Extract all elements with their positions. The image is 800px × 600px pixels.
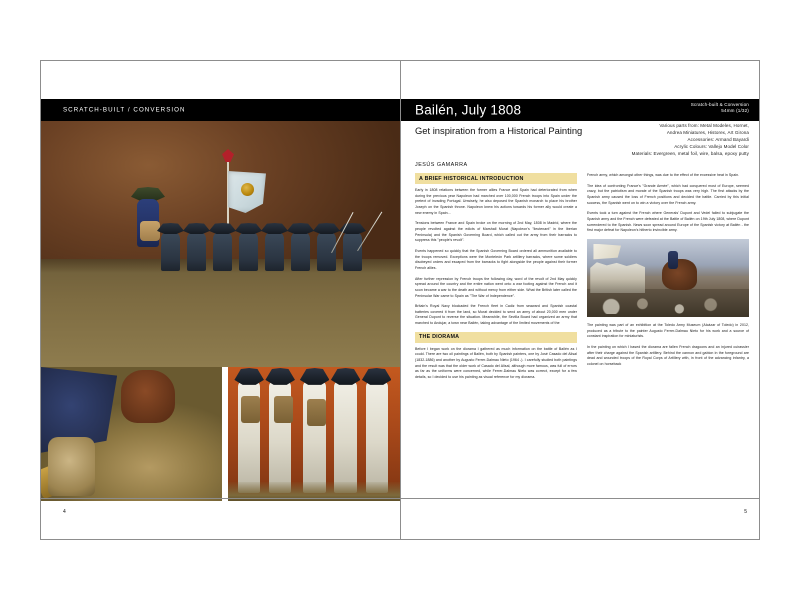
photo-white-coat-infantry <box>228 367 400 501</box>
historical-painting-image <box>587 239 749 317</box>
credits-parts: Various parts from: Metal Modeles, Hornet, <box>659 123 749 128</box>
paragraph: The idea of confronting France's "Grande Armée", which had conquered most of Europe, seemed crazy, but the patriotism and morale of the Spanish troops was very high. The first attacks by the Spanish army caused the loss of French positions and decided the battle. Carried by this initial success, the Spanish went on to win a victory over the French army. <box>587 183 749 205</box>
paragraph: After further repression by French troops the following day, word of the revolt of 2nd May quickly spread around the country and the entire nation went onto a war footing against the French and it soon became a war to the death and without mercy from either side. What the British later called the Peninsular War came to Spain as "The War of Independence". <box>415 276 577 298</box>
soldier-rank-shapes <box>161 225 371 271</box>
hero-diorama-photo <box>41 121 400 367</box>
section-header-intro-label: A BRIEF HISTORICAL INTRODUCTION <box>419 175 524 182</box>
technique-line: Scratch-built & Conversion <box>690 102 749 107</box>
section-header-diorama-label: THE DIORAMA <box>419 334 460 341</box>
article-subtitle: Get inspiration from a Historical Painting <box>415 125 583 136</box>
right-page <box>401 61 759 539</box>
painting-rider <box>668 251 678 268</box>
flag-crest-shape <box>241 183 254 196</box>
category-label: SCRATCH-BUILT / CONVERSION <box>63 106 186 114</box>
painting-debris <box>597 297 740 314</box>
author-byline: JESÚS GAMARRA <box>415 162 468 168</box>
paragraph: Events took a turn against the French where Generals' Dupont and Vedel failed to subjugate the Spanish army and the French were defeated at the Battle of Bailén on 19th July 1808, where Dupont surrendered to the Spanish. News soon spread around Europe of the Spanish victory at Bailén - the first major defeat for Napoleon's hitherto invincible army. <box>587 211 749 233</box>
credits-parts-2: Andrea Miniatures, Historex, Art Girona <box>666 129 749 135</box>
paragraph: Tensions between France and Spain broke on the morning of 2nd May, 1808 in Madrid, where the people revolted against the edicts of Marshall Murat (Napoleon's "lieutenant" in the Iberian Peninsula) and the Spanish Governing Board, which called out the army from their barracks to suppress this "people's revolt". <box>415 221 577 243</box>
spread <box>40 60 760 540</box>
painting-horse <box>662 259 698 290</box>
cannon-shape <box>41 457 81 499</box>
technique-spec <box>691 102 749 114</box>
painting-infantry <box>590 262 645 293</box>
paragraph: Before I began work on the diorama I gathered as much information on the battle of Bailén as I could. There are two oil paintings of Bailén, both by Spanish painters, one by José Casado del Alisal (1832-1886) and another by Augusto Ferrer-Dalmau Nieto (1964 -). I carefully studied both paintings and the result was that the older work of Casado del Alisal, although more famous, was full of errors as far as the uniforms were concerned, while Ferrer-Dalmau Nieto was correct, except for a few details, so I decided to use his painting as visual reference for my diorama. <box>415 346 577 380</box>
section-header-diorama <box>415 332 577 343</box>
column-right <box>587 173 749 386</box>
credits-materials: Materials: Evergreen, metal foil, wire, balsa, epoxy putty <box>631 150 749 156</box>
paragraph: In the painting on which I based the diorama are fallen French dragoons and an injured cuirassier after their charge against the Spanish artillery. Behind the cannon and gabion in the foreground are dead and wounded troops of the Royal Corps of Artillery with, in front of the advancing infantry, a colonel on horseback <box>587 344 749 366</box>
title-bar <box>401 99 759 121</box>
flag-tassel-shape <box>222 149 234 162</box>
paragraph: The painting was part of an exhibition at the Toledo Army Museum (Alcázar of Toledo) in 2012, produced as a tribute to the painter Augusto Ferrer-Dalmau Nieto for his work and a source of constant inspiration for miniaturists. <box>587 322 749 339</box>
hero-ground <box>41 259 400 367</box>
paragraph: Early in 1808 relations between the former allies France and Spain had deteriorated from when during the previous year Napoleon had marched over 100,000 French troops into Spain under the pretext of invading Portugal. Unwisely, he also deposed the Spanish monarch to place his brother Joseph on the Spanish throne. Napoleon knew his actions towards his former ally would create a new enemy in Spain... <box>415 188 577 215</box>
paragraph: Events happened so quickly that the Spanish Governing Board ordered all ammunition available to the troops removed. Exceptions were the Monteleón Park artillery barracks, where some soldiers disobeyed orders and escaped from the barracks to fight alongside the people against their former French allies. <box>415 248 577 270</box>
right-page-footer <box>401 498 759 539</box>
paragraph: Britain's Royal Navy blockaded the French fleet in Cadiz from seaward and Spanish coastal batteries covered it from the land, so Murat decided to send an army of about 20,000 men under General Dupont to reverse the situation. Meanwhile, the Sevilla Board had organized an army that marched to Andujar, a town near Bailén, taking advantage of the limited movements of the <box>415 304 577 326</box>
article-title: Bailén, July 1808 <box>415 102 522 118</box>
credits-accessories: Accessories: Armand Bayardi <box>687 136 749 142</box>
left-page-footer <box>41 498 400 539</box>
article-columns <box>415 173 749 386</box>
page-number-left: 4 <box>63 509 66 515</box>
photo-fallen-dragoons <box>41 367 222 501</box>
officer-sash-shape <box>140 221 160 241</box>
paragraph: French army, which amongst other things, was due to the effect of the excessive heat in Spain. <box>587 173 740 177</box>
section-header-intro <box>415 173 577 184</box>
category-bar <box>41 99 400 121</box>
horse-shape <box>121 370 175 424</box>
scale-line: 54mm (1/32) <box>721 108 749 114</box>
bottom-photo-row <box>41 367 400 501</box>
credits-block <box>632 123 749 158</box>
page-number-right: 5 <box>744 509 747 515</box>
credits-colours: Acrylic Colours: Vallejo Model Color <box>674 143 749 149</box>
left-page <box>41 61 401 539</box>
column-left <box>415 173 577 386</box>
